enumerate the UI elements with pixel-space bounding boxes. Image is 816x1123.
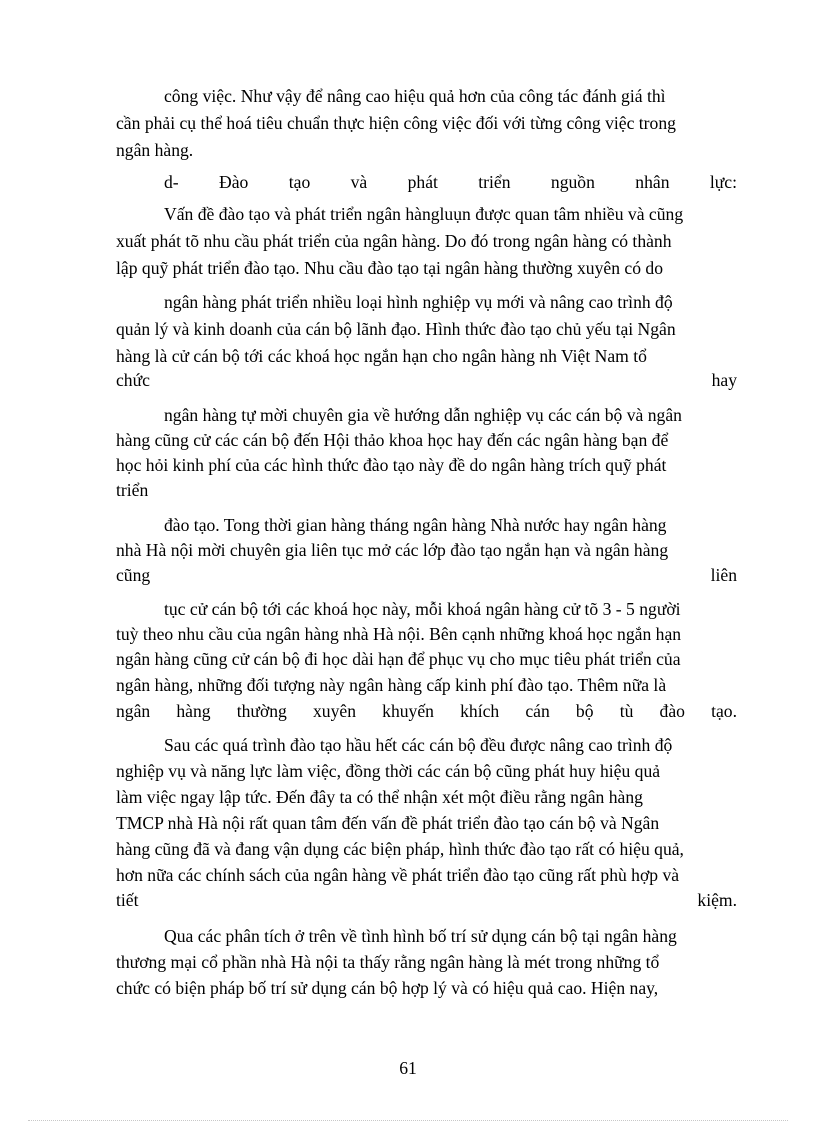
section-heading: d- Đào tạo và phát triển nguồn nhân lực: xyxy=(164,172,737,192)
text-line: nhà Hà nội mời chuyên gia liên tục mở các lớp đào tạo ngắn hạn và ngân hàng xyxy=(116,540,669,560)
text-line: hàng cũng đã và đang vận dụng các biện pháp, hình thức đào tạo rất có hiệu quả, xyxy=(116,839,684,859)
text-line: chức hay xyxy=(116,370,737,390)
text-line: đào tạo. Tong thời gian hàng tháng ngân hàng Nhà nước hay ngân hàng xyxy=(164,515,667,535)
text-line: Sau các quá trình đào tạo hầu hết các cán bộ đều được nâng cao trình độ xyxy=(164,735,673,755)
text-line: chức có biện pháp bố trí sử dụng cán bộ hợp lý và có hiệu quả cao. Hiện nay, xyxy=(116,978,659,998)
text-line: cũng liên xyxy=(116,565,737,585)
text-line: hàng là cử cán bộ tới các khoá học ngắn hạn cho ngân hàng nh Việt Nam tổ xyxy=(116,346,647,366)
text-line: cần phải cụ thể hoá tiêu chuẩn thực hiện công việc đối với từng công việc trong xyxy=(116,113,676,133)
text-line: tuỳ theo nhu cầu của ngân hàng nhà Hà nội. Bên cạnh những khoá học ngắn hạn xyxy=(116,624,682,644)
text-line: quản lý và kinh doanh của cán bộ lãnh đạo. Hình thức đào tạo chủ yếu tại Ngân xyxy=(116,319,676,339)
text-line: tục cử cán bộ tới các khoá học này, mỗi khoá ngân hàng cử tõ 3 - 5 người xyxy=(164,599,681,619)
text-line: lập quỹ phát triển đào tạo. Nhu cầu đào tạo tại ngân hàng thường xuyên có do xyxy=(116,258,663,278)
text-line: triển xyxy=(116,480,149,500)
text-line: TMCP nhà Hà nội rất quan tâm đến vấn đề phát triển đào tạo cán bộ và Ngân xyxy=(116,813,660,833)
text-line: tiết kiệm. xyxy=(116,890,737,910)
text-line: nghiệp vụ và năng lực làm việc, đồng thời các cán bộ cũng phát huy hiệu quả xyxy=(116,761,661,781)
text-line: Vấn đề đào tạo và phát triển ngân hàngluụn được quan tâm nhiều và cũng xyxy=(164,204,684,224)
text-line: ngân hàng phát triển nhiều loại hình nghiệp vụ mới và nâng cao trình độ xyxy=(164,292,673,312)
text-line: hàng cũng cử các cán bộ đến Hội thảo khoa học hay đến các ngân hàng bạn để xyxy=(116,430,669,450)
text-line: công việc. Như vậy để nâng cao hiệu quả hơn của công tác đánh giá thì xyxy=(164,86,666,106)
text-line: ngân hàng. xyxy=(116,140,194,160)
text-line: xuất phát tõ nhu cầu phát triển của ngân hàng. Do đó trong ngân hàng có thành xyxy=(116,231,672,251)
text-line: Qua các phân tích ở trên về tình hình bố trí sử dụng cán bộ tại ngân hàng xyxy=(164,926,677,946)
text-line: làm việc ngay lập tức. Đến đây ta có thể nhận xét một điều rằng ngân hàng xyxy=(116,787,643,807)
text-line: ngân hàng, những đối tượng này ngân hàng cấp kinh phí đào tạo. Thêm nữa là xyxy=(116,675,667,695)
text-line: ngân hàng thường xuyên khuyến khích cán bộ tù đào tạo. xyxy=(116,701,737,721)
page-number: 61 xyxy=(399,1058,417,1078)
text-line: học hỏi kinh phí của các hình thức đào tạo này đề do ngân hàng trích quỹ phát xyxy=(116,455,667,475)
text-line: thương mại cổ phần nhà Hà nội ta thấy rằng ngân hàng là mét trong những tổ xyxy=(116,952,660,972)
text-line: hơn nữa các chính sách của ngân hàng về phát triển đào tạo cũng rất phù hợp và xyxy=(116,865,680,885)
text-line: ngân hàng tự mời chuyên gia về hướng dẫn nghiệp vụ các cán bộ và ngân xyxy=(164,405,682,425)
text-line: ngân hàng cũng cử cán bộ đi học dài hạn để phục vụ cho mục tiêu phát triển của xyxy=(116,649,681,669)
bottom-dotted-rule xyxy=(28,1120,788,1121)
